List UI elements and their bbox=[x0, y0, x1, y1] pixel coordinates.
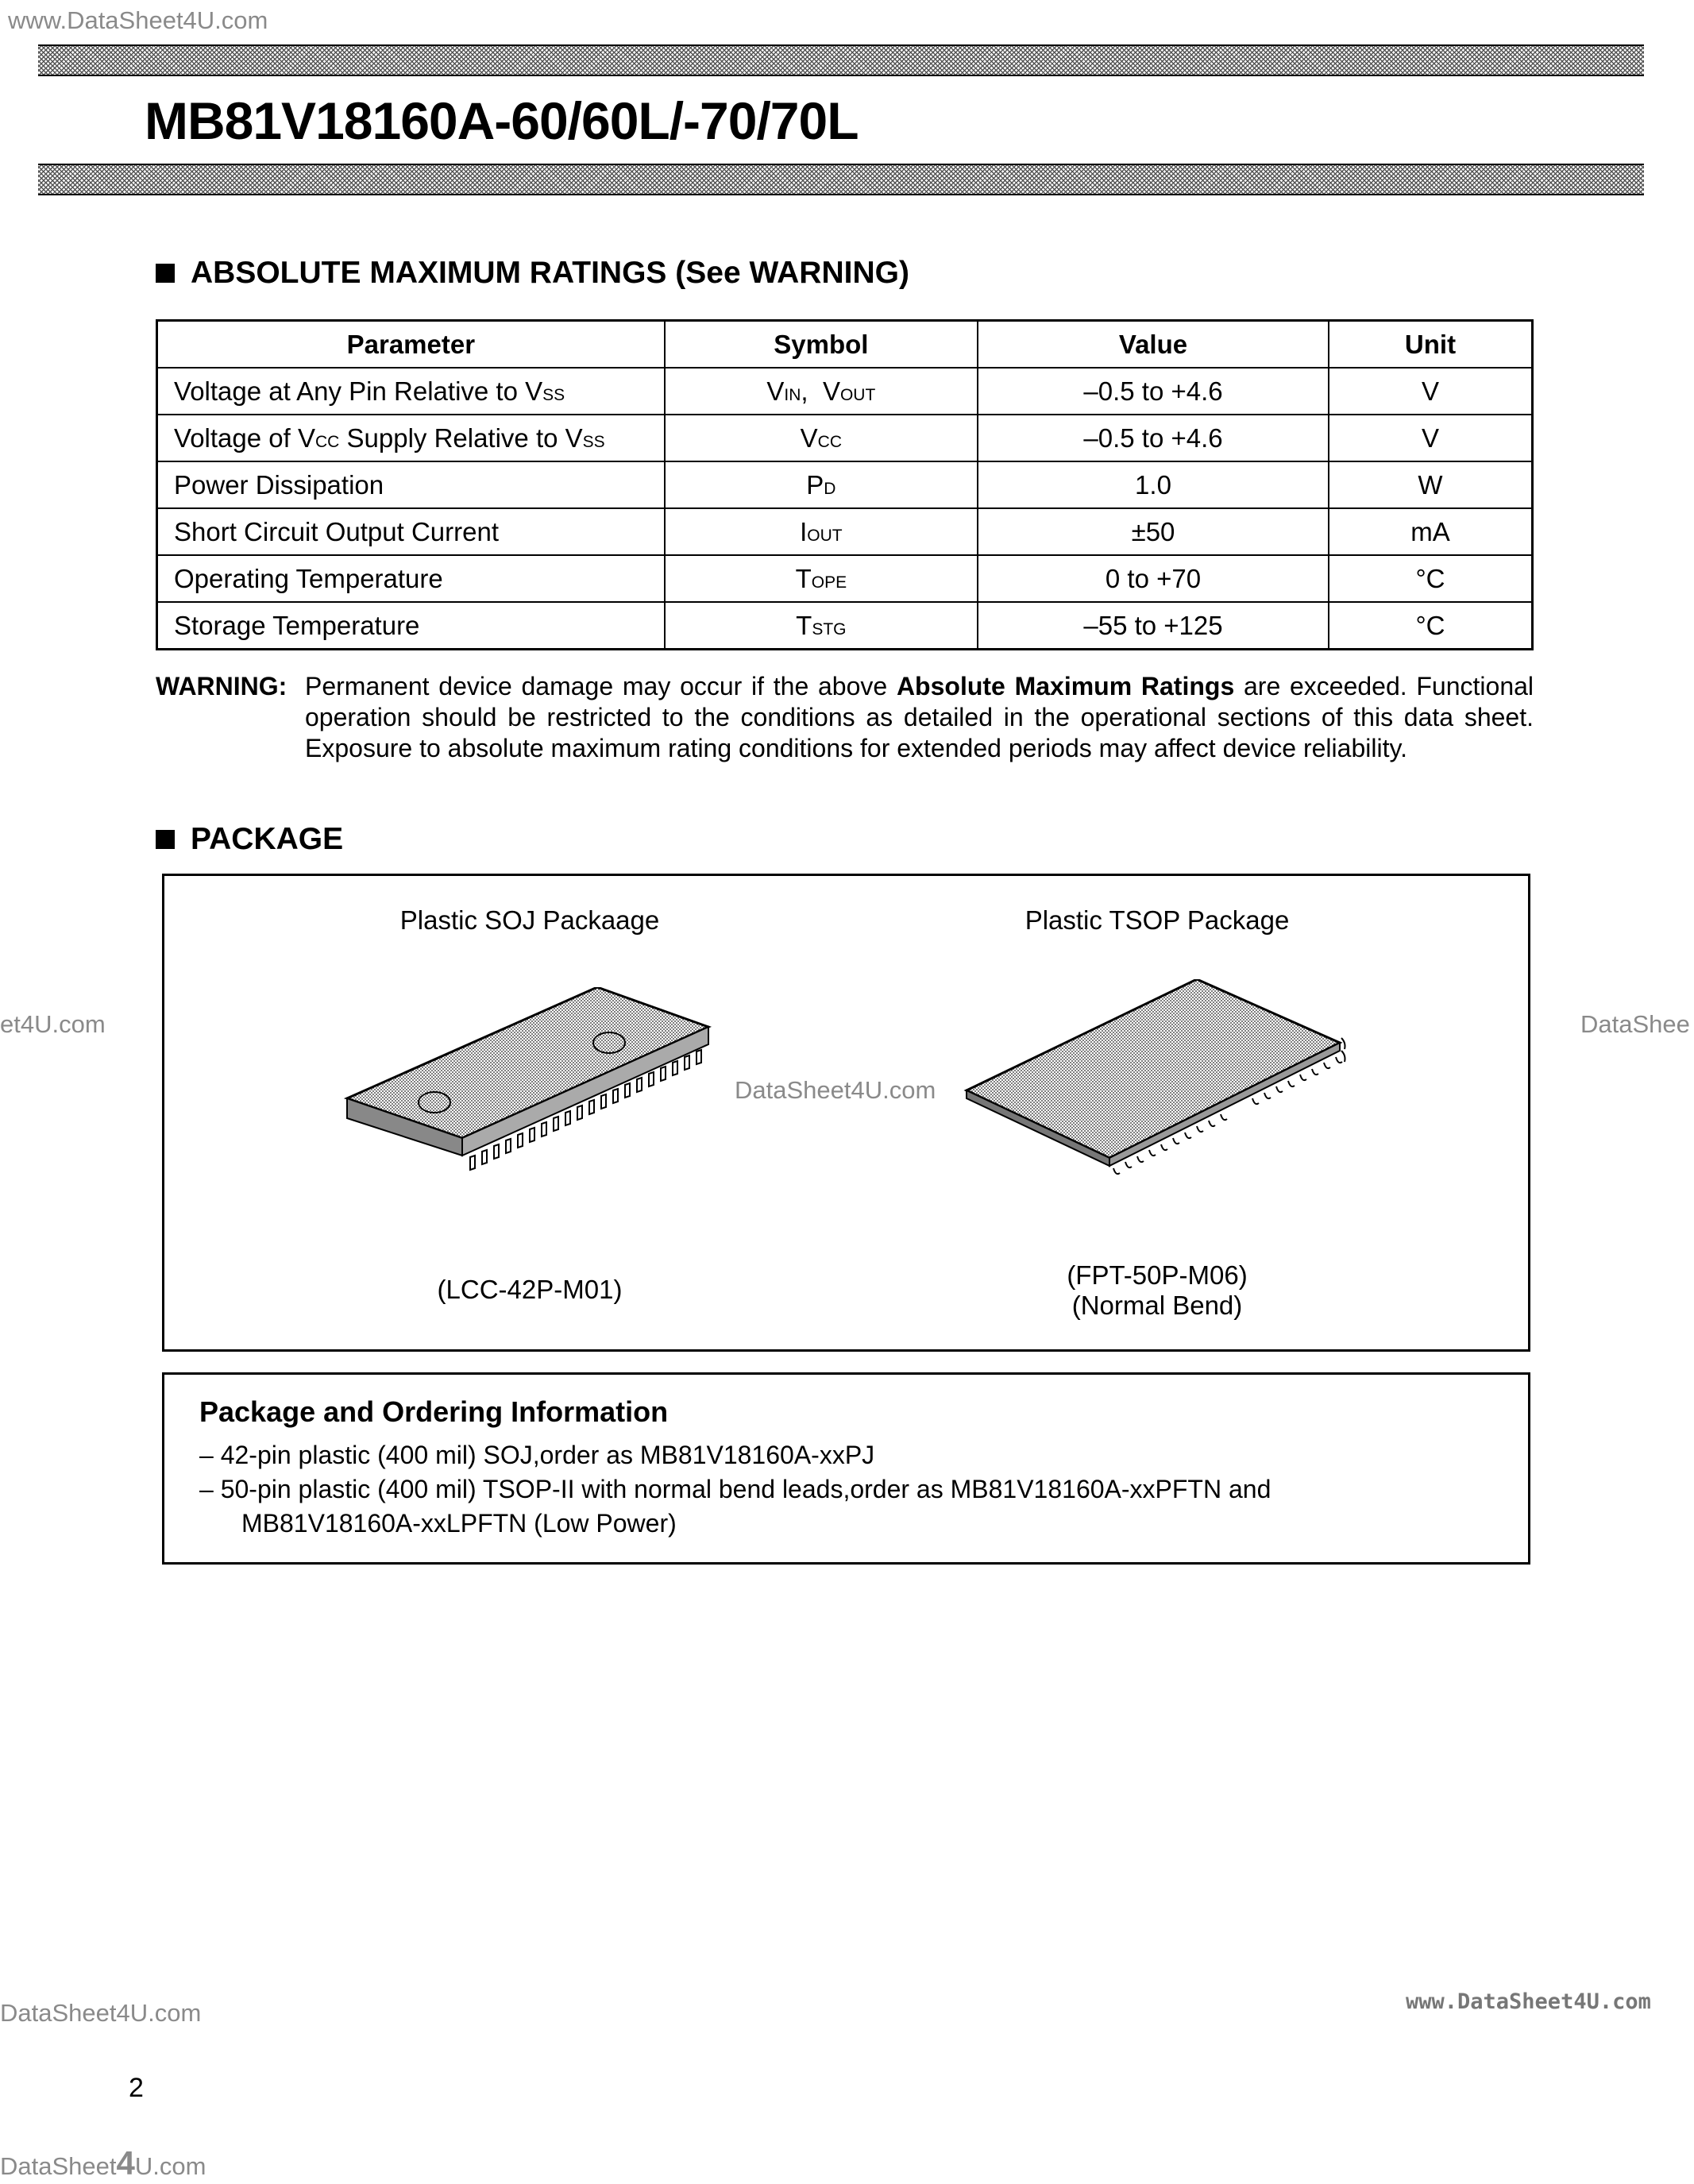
col-header-unit: Unit bbox=[1329, 321, 1533, 369]
page-number: 2 bbox=[129, 2073, 144, 2103]
table-row bbox=[157, 508, 1533, 555]
table-row bbox=[157, 461, 1533, 508]
param-cell: Short Circuit Output Current bbox=[157, 508, 665, 555]
symbol-cell bbox=[665, 461, 978, 508]
param-cell bbox=[157, 368, 665, 415]
package-section-heading bbox=[156, 822, 343, 857]
watermark-footer-four: 4 bbox=[116, 2144, 135, 2182]
symbol-cell bbox=[665, 508, 978, 555]
warning-text-post: are exceeded. Functional operation should be restricted to the conditions as detailed in the operational sections of this data sheet. Exposure to absolute maximum rating conditions for extended periods may affect device reliability. bbox=[305, 672, 1534, 762]
col-header-symbol: Symbol bbox=[665, 321, 978, 369]
watermark-left-mid: et4U.com bbox=[0, 1010, 106, 1038]
warning-label: WARNING: bbox=[156, 672, 287, 700]
symbol-text: V bbox=[766, 376, 785, 406]
ordering-line: – 42-pin plastic (400 mil) SOJ,order as MB81V18160A-xxPJ bbox=[199, 1441, 875, 1469]
symbol-sub: OUT bbox=[807, 526, 843, 545]
warning-text-pre: Permanent device damage may occur if the above bbox=[305, 672, 897, 700]
value-cell: –0.5 to +4.6 bbox=[978, 368, 1329, 415]
ordering-info-title: Package and Ordering Information bbox=[199, 1395, 669, 1428]
ordering-line: MB81V18160A-xxLPFTN (Low Power) bbox=[241, 1509, 677, 1538]
param-cell: Power Dissipation bbox=[157, 461, 665, 508]
ordering-info-box bbox=[162, 1372, 1530, 1565]
soj-package-title: Plastic SOJ Packaage bbox=[399, 905, 660, 935]
param-cell: Storage Temperature bbox=[157, 602, 665, 650]
symbol-sub: IN bbox=[784, 385, 801, 404]
col-header-value: Value bbox=[978, 321, 1329, 369]
symbol-sub: OPE bbox=[811, 573, 847, 592]
watermark-footer-suffix: U.com bbox=[134, 2152, 206, 2180]
param-text: Voltage at Any Pin Relative to V bbox=[174, 376, 543, 406]
warning-text-bold: Absolute Maximum Ratings bbox=[896, 672, 1235, 700]
unit-cell: °C bbox=[1329, 602, 1533, 650]
watermark-top-left: www.DataSheet4U.com bbox=[8, 6, 268, 34]
watermark-bottom-right: www.DataSheet4U.com bbox=[1406, 1989, 1651, 2014]
unit-cell: W bbox=[1329, 461, 1533, 508]
symbol-sep: , bbox=[801, 376, 823, 406]
ratings-section-heading bbox=[156, 256, 909, 291]
unit-cell: °C bbox=[1329, 555, 1533, 602]
symbol-text: T bbox=[795, 563, 812, 593]
section-bullet-icon bbox=[156, 264, 175, 283]
symbol-sub: CC bbox=[817, 432, 843, 451]
param-cell bbox=[157, 415, 665, 461]
symbol-text: I bbox=[800, 516, 808, 546]
symbol-text: V bbox=[800, 423, 818, 453]
ordering-line: – 50-pin plastic (400 mil) TSOP-II with normal bend leads,order as MB81V18160A-xxPFTN and bbox=[199, 1475, 1271, 1503]
table-row bbox=[157, 602, 1533, 650]
header-hatch-bar-top bbox=[38, 44, 1644, 76]
col-header-parameter: Parameter bbox=[157, 321, 665, 369]
symbol-cell bbox=[665, 555, 978, 602]
watermark-center: DataSheet4U.com bbox=[735, 1076, 936, 1104]
unit-cell: mA bbox=[1329, 508, 1533, 555]
tsop-package-note: (Normal Bend) bbox=[1071, 1291, 1243, 1320]
header-hatch-bar-bottom bbox=[38, 164, 1644, 195]
value-cell: ±50 bbox=[978, 508, 1329, 555]
tsop-package-code: (FPT-50P-M06) bbox=[1067, 1260, 1248, 1290]
section-bullet-icon bbox=[156, 830, 175, 849]
table-row bbox=[157, 368, 1533, 415]
symbol-cell bbox=[665, 368, 978, 415]
value-cell: 0 to +70 bbox=[978, 555, 1329, 602]
ratings-section-title: ABSOLUTE MAXIMUM RATINGS (See WARNING) bbox=[191, 256, 909, 290]
soj-package-code: (LCC-42P-M01) bbox=[437, 1275, 623, 1304]
symbol-sub-2: OUT bbox=[839, 385, 876, 404]
page-title: MB81V18160A-60/60L/-70/70L bbox=[145, 91, 859, 150]
value-cell: –0.5 to +4.6 bbox=[978, 415, 1329, 461]
value-cell: –55 to +125 bbox=[978, 602, 1329, 650]
tsop-package-title: Plastic TSOP Package bbox=[1025, 905, 1290, 935]
param-text-mid: Supply Relative to V bbox=[339, 423, 583, 453]
ratings-table bbox=[156, 319, 1534, 650]
table-row bbox=[157, 555, 1533, 602]
package-figure-box bbox=[162, 874, 1530, 1352]
package-section-title: PACKAGE bbox=[191, 822, 344, 856]
watermark-footer bbox=[0, 2144, 206, 2182]
soj-package-illustration bbox=[339, 987, 736, 1210]
param-sub-2: SS bbox=[582, 432, 605, 451]
symbol-cell bbox=[665, 602, 978, 650]
symbol-text: P bbox=[806, 469, 824, 500]
watermark-bottom-left: DataSheet4U.com bbox=[0, 1999, 202, 2027]
watermark-footer-left: DataSheet bbox=[0, 2152, 117, 2180]
table-row bbox=[157, 415, 1533, 461]
watermark-right-mid: DataShee bbox=[1580, 1010, 1690, 1038]
warning-note bbox=[156, 671, 1534, 764]
param-cell: Operating Temperature bbox=[157, 555, 665, 602]
symbol-text-2: V bbox=[822, 376, 840, 406]
symbol-cell bbox=[665, 415, 978, 461]
symbol-sub: STG bbox=[812, 619, 847, 639]
ratings-header-row bbox=[157, 321, 1533, 369]
param-text: Voltage of V bbox=[174, 423, 315, 453]
warning-text bbox=[305, 671, 1534, 764]
unit-cell: V bbox=[1329, 368, 1533, 415]
symbol-sub: D bbox=[824, 479, 836, 498]
unit-cell: V bbox=[1329, 415, 1533, 461]
symbol-text: T bbox=[796, 610, 812, 640]
value-cell: 1.0 bbox=[978, 461, 1329, 508]
tsop-package-illustration bbox=[959, 979, 1372, 1210]
param-sub: CC bbox=[314, 432, 340, 451]
param-sub: SS bbox=[542, 385, 565, 404]
